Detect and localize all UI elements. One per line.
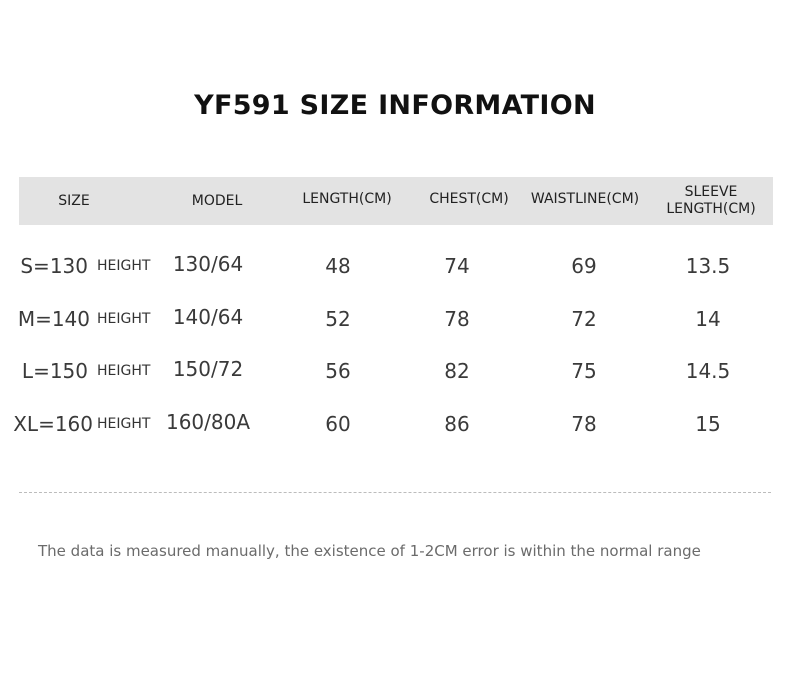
table-row (0, 351, 790, 391)
header-size: SIZE (58, 192, 90, 209)
header-length: LENGTH(CM) (302, 190, 392, 207)
length-cell: 60 (325, 412, 351, 436)
model-cell: 140/64 (172, 305, 244, 329)
table-header (19, 177, 773, 225)
waistline-cell: 69 (571, 254, 597, 278)
chest-cell: 86 (444, 412, 470, 436)
header-sleeve-length (655, 177, 767, 225)
chest-cell: 82 (444, 359, 470, 383)
size-cell: S=130 (20, 254, 88, 278)
header-waistline: WAISTLINE(CM) (530, 190, 640, 207)
model-cell: 130/64 (172, 252, 244, 276)
table-row (0, 299, 790, 339)
header-sleeve-line2: LENGTH(CM) (666, 201, 756, 217)
waistline-cell: 72 (571, 307, 597, 331)
table-row (0, 404, 790, 444)
table-row (0, 246, 790, 286)
model-cell: 150/72 (172, 357, 244, 381)
length-cell: 48 (325, 254, 351, 278)
length-cell: 56 (325, 359, 351, 383)
header-chest: CHEST(CM) (429, 190, 509, 207)
waistline-cell: 75 (571, 359, 597, 383)
chest-cell: 74 (444, 254, 470, 278)
dashed-divider (19, 492, 771, 493)
sleeve-cell: 15 (695, 412, 721, 436)
sleeve-cell: 14.5 (685, 359, 731, 383)
header-sleeve-line1: SLEEVE (684, 184, 738, 200)
sleeve-cell: 14 (695, 307, 721, 331)
size-cell: M=140 (17, 307, 90, 331)
size-cell: L=150 (21, 359, 88, 383)
length-cell: 52 (325, 307, 351, 331)
height-label: HEIGHT (97, 416, 151, 432)
sleeve-cell: 13.5 (685, 254, 731, 278)
header-model: MODEL (191, 192, 243, 209)
model-cell: 160/80A (165, 410, 251, 434)
height-label: HEIGHT (97, 311, 151, 327)
chest-cell: 78 (444, 307, 470, 331)
size-cell: XL=160 (13, 412, 93, 436)
measurement-note: The data is measured manually, the existence of 1-2CM error is within the normal range (38, 542, 701, 560)
height-label: HEIGHT (97, 363, 151, 379)
waistline-cell: 78 (571, 412, 597, 436)
page-title: YF591 SIZE INFORMATION (194, 90, 596, 121)
height-label: HEIGHT (97, 258, 151, 274)
